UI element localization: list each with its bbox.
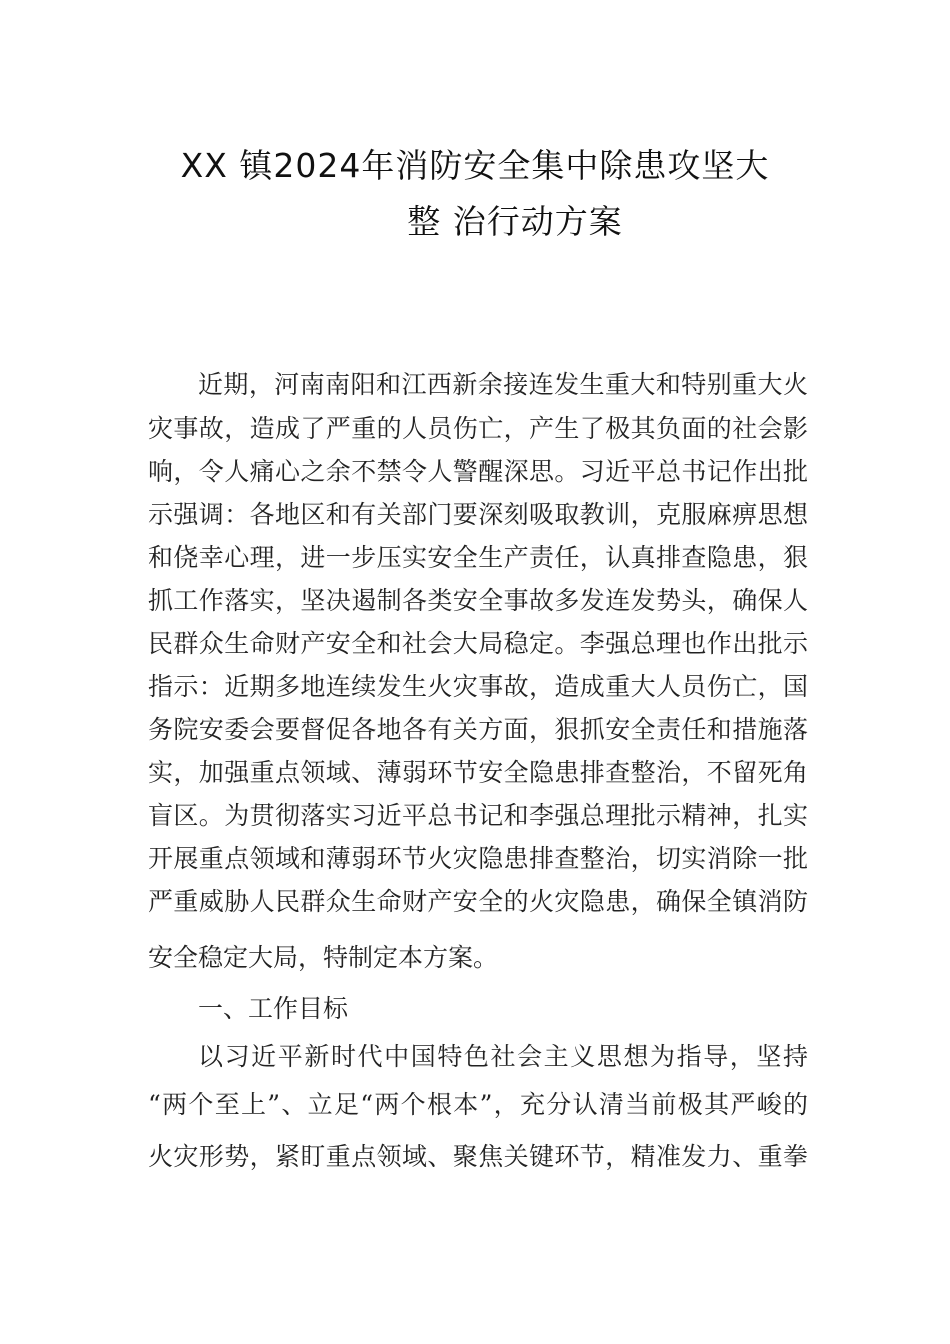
paragraph-line: 民群众生命财产安全和社会大局稳定。李强总理也作出批示 (148, 629, 808, 658)
paragraph-line: 务院安委会要督促各地各有关方面，狠抓安全责任和措施落 (148, 715, 808, 744)
paragraph-line: 实，加强重点领域、薄弱环节安全隐患排查整治，不留死角 (148, 758, 808, 787)
paragraph-line: 指示：近期多地连续发生火灾事故，造成重大人员伤亡，国 (148, 672, 808, 701)
paragraph-line: 安全稳定大局，特制定本方案。 (148, 943, 499, 972)
paragraph-line: 火灾形势，紧盯重点领域、聚焦关键环节，精准发力、重拳 (148, 1142, 808, 1171)
document-title-line-1: XX 镇2024年消防安全集中除患攻坚大 (180, 146, 770, 185)
paragraph-line: 抓工作落实，坚决遏制各类安全事故多发连发势头，确保人 (148, 586, 808, 615)
paragraph-line: 严重威胁人民群众生命财产安全的火灾隐患，确保全镇消防 (148, 887, 808, 916)
paragraph-line: 响，令人痛心之余不禁令人警醒深思。习近平总书记作出批 (148, 457, 808, 486)
paragraph-line: 和侥幸心理，进一步压实安全生产责任，认真排查隐患，狠 (148, 543, 808, 572)
document-title-line-2: 整 治行动方案 (407, 202, 623, 241)
paragraph-line: 示强调：各地区和有关部门要深刻吸取教训，克服麻痹思想 (148, 500, 808, 529)
paragraph-line: 开展重点领域和薄弱环节火灾隐患排查整治，切实消除一批 (148, 844, 808, 873)
paragraph-line: 近期，河南南阳和江西新余接连发生重大和特别重大火 (198, 370, 808, 399)
section-heading: 一、工作目标 (198, 994, 349, 1023)
paragraph-line: 以习近平新时代中国特色社会主义思想为指导，坚持 (198, 1042, 808, 1071)
paragraph-line: “两个至上”、立足“两个根本”，充分认清当前极其严峻的 (148, 1090, 808, 1119)
paragraph-line: 灾事故，造成了严重的人员伤亡，产生了极其负面的社会影 (148, 414, 808, 443)
paragraph-line: 盲区。为贯彻落实习近平总书记和李强总理批示精神，扎实 (148, 801, 808, 830)
